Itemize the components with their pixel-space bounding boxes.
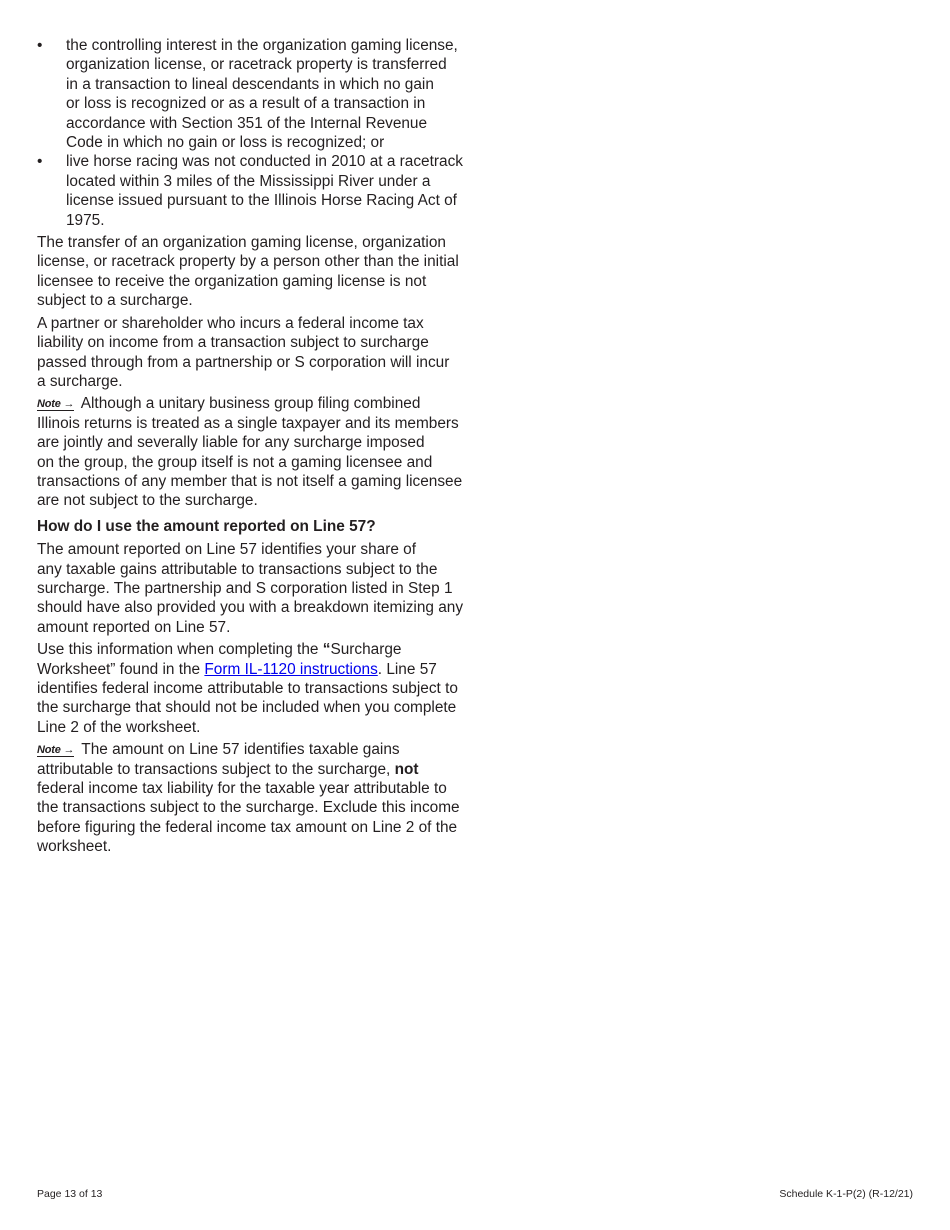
text-segment: Although a unitary business group filing combined — [77, 395, 421, 413]
text-line — [37, 517, 477, 536]
bold-text: not — [394, 760, 419, 778]
text-line: 1975. — [66, 211, 105, 229]
text-line: Line 2 of the worksheet. — [37, 718, 201, 736]
text-line: license, or racetrack property by a person other than the initial — [37, 253, 459, 271]
paragraph — [37, 394, 477, 510]
text-segment: Surcharge — [330, 641, 402, 659]
text-line: are not subject to the surcharge. — [37, 492, 258, 510]
text-segment: attributable to transactions subject to the surcharge, — [37, 760, 395, 778]
text-line: before figuring the federal income tax amount on Line 2 of the — [37, 818, 458, 836]
text-line — [37, 760, 477, 779]
bold-text: How do I use the amount reported on Line 57? — [37, 517, 376, 535]
paragraph — [37, 740, 477, 856]
text-line: the transactions subject to the surcharge. Exclude this income — [37, 799, 460, 817]
note-icon: Note → — [37, 744, 75, 757]
paragraph — [37, 640, 477, 737]
form-identifier: Schedule K-1-P(2) (R-12/21) — [779, 1188, 913, 1200]
page-number: Page 13 of 13 — [37, 1188, 103, 1200]
text-line: subject to a surcharge. — [37, 292, 193, 310]
text-line: or loss is recognized or as a result of a transaction in — [66, 95, 426, 113]
text-line: passed through from a partnership or S corporation will incur — [37, 353, 450, 371]
text-line: federal income tax liability for the taxable year attributable to — [37, 780, 447, 798]
text-line: live horse racing was not conducted in 2010 at a racetrack — [66, 153, 463, 171]
text-line: organization license, or racetrack property is transferred — [66, 56, 447, 74]
instructions-column — [37, 36, 477, 860]
text-line: the controlling interest in the organization gaming license, — [66, 37, 458, 54]
note-icon: Note → — [37, 398, 75, 411]
text-line — [37, 660, 477, 679]
text-line: identifies federal income attributable to transactions subject to — [37, 680, 458, 697]
text-line: surcharge. The partnership and S corporation listed in Step 1 — [37, 579, 453, 597]
text-line: liability on income from a transaction subject to surcharge — [37, 334, 429, 352]
text-line — [37, 394, 477, 413]
text-segment: . Line 57 — [377, 660, 437, 678]
section-heading — [37, 517, 477, 536]
text-line: worksheet. — [37, 838, 112, 856]
text-line: Illinois returns is treated as a single taxpayer and its members — [37, 414, 459, 432]
text-line: in a transaction to lineal descendants in which no gain — [66, 75, 434, 93]
text-line: are jointly and severally liable for any surcharge imposed — [37, 434, 425, 452]
bullet-icon: • — [37, 153, 43, 171]
text-line — [37, 640, 477, 659]
bullet-item — [37, 36, 477, 152]
text-line: amount reported on Line 57. — [37, 618, 231, 636]
text-line: A partner or shareholder who incurs a federal income tax — [37, 314, 424, 332]
paragraph — [37, 540, 477, 637]
text-line: transactions of any member that is not itself a gaming licensee — [37, 472, 463, 490]
text-line: accordance with Section 351 of the Internal Revenue — [66, 114, 428, 132]
text-line: licensee to receive the organization gaming license is not — [37, 272, 427, 290]
text-line: The transfer of an organization gaming license, organization — [37, 234, 446, 252]
text-segment: Use this information when completing the — [37, 641, 323, 659]
text-segment: Worksheet” found in the — [37, 660, 205, 678]
text-line: Code in which no gain or loss is recognized; or — [66, 134, 385, 152]
text-line: The amount reported on Line 57 identifies your share of — [37, 541, 417, 559]
text-line: on the group, the group itself is not a gaming licensee and — [37, 453, 433, 471]
paragraph — [37, 233, 477, 311]
text-line: located within 3 miles of the Mississippi River under a — [66, 172, 431, 190]
bullet-icon: • — [37, 37, 43, 54]
text-line: license issued pursuant to the Illinois Horse Racing Act of — [66, 192, 457, 210]
bullet-item — [37, 152, 477, 230]
text-line: a surcharge. — [37, 372, 123, 390]
text-segment: The amount on Line 57 identifies taxable gains — [77, 741, 400, 759]
text-line: the surcharge that should not be included when you complete — [37, 699, 457, 717]
paragraph — [37, 314, 477, 392]
form-il-1120-instructions-link[interactable]: Form IL-1120 instructions — [204, 660, 378, 678]
text-line — [37, 740, 477, 759]
bold-text: “ — [322, 641, 331, 659]
text-line: any taxable gains attributable to transactions subject to the — [37, 560, 438, 578]
text-line: should have also provided you with a breakdown itemizing any — [37, 599, 464, 617]
